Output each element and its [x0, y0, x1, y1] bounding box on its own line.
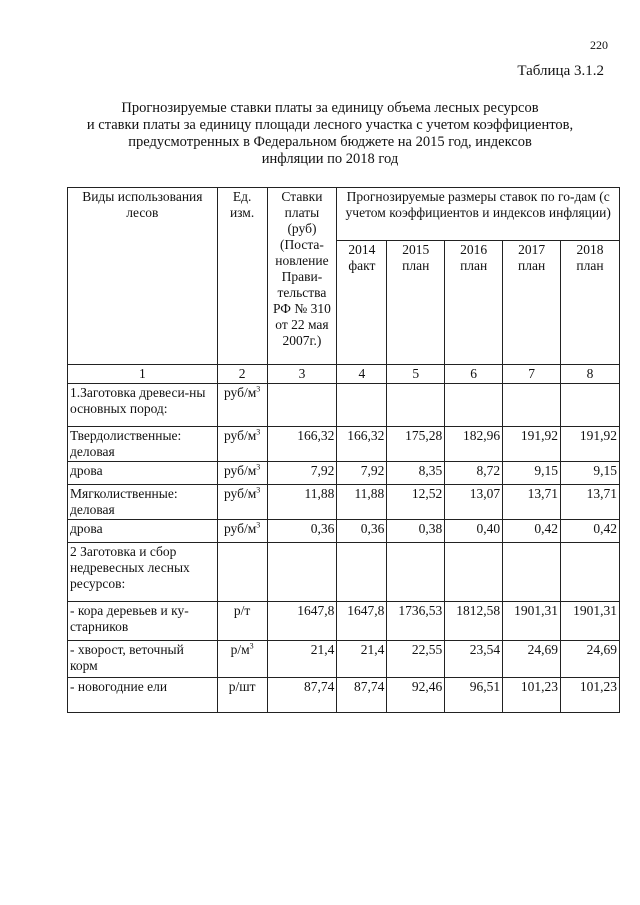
year-label: 2016 [460, 242, 488, 257]
col-number: 7 [503, 365, 561, 384]
row-value [503, 384, 561, 427]
row-value: 92,46 [387, 678, 445, 713]
row-value: 87,74 [337, 678, 387, 713]
row-value [387, 543, 445, 602]
unit-text: руб/м [223, 486, 257, 501]
col-number: 2 [217, 365, 267, 384]
unit-text: руб/м [223, 428, 257, 443]
row-value: 9,15 [503, 462, 561, 485]
year-kind: план [402, 258, 430, 273]
header-unit: Ед. изм. [217, 188, 267, 365]
row-value: 87,74 [267, 678, 337, 713]
row-value: 8,72 [445, 462, 503, 485]
row-unit [217, 384, 267, 427]
row-value: 101,23 [503, 678, 561, 713]
row-value [445, 543, 503, 602]
unit-superscript: 3 [256, 462, 261, 472]
row-value [267, 543, 337, 602]
title-line: и ставки платы за единицу площади лесного участка с учетом коэффициентов, [86, 117, 574, 133]
table-row [68, 485, 620, 520]
row-unit [217, 641, 267, 678]
row-value: 9,15 [561, 462, 620, 485]
row-value: 101,23 [561, 678, 620, 713]
row-unit [217, 485, 267, 520]
year-label: 2018 [576, 242, 604, 257]
year-kind: факт [348, 258, 376, 273]
row-name: Мягколиственные: деловая [68, 485, 218, 520]
year-kind: план [517, 258, 546, 273]
row-value: 0,40 [445, 520, 503, 543]
table-label: Таблица 3.1.2 [517, 63, 604, 79]
row-value: 0,42 [561, 520, 620, 543]
row-name: - новогодние ели [68, 678, 218, 713]
row-value: 1901,31 [503, 602, 561, 641]
header-year [561, 241, 620, 365]
table-row [68, 602, 620, 641]
unit-text: р/шт [228, 679, 256, 694]
title-line: Прогнозируемые ставки платы за единицу объема лесных ресурсов [121, 100, 539, 116]
row-value [445, 384, 503, 427]
unit-superscript: 3 [256, 485, 261, 495]
row-unit [217, 462, 267, 485]
row-value: 175,28 [387, 427, 445, 462]
row-value [267, 384, 337, 427]
row-value: 166,32 [267, 427, 337, 462]
row-value: 12,52 [387, 485, 445, 520]
row-value [561, 543, 620, 602]
row-value: 24,69 [561, 641, 620, 678]
unit-text: р/т [233, 603, 251, 618]
year-kind: план [460, 258, 488, 273]
rates-table [67, 187, 620, 713]
row-value: 13,07 [445, 485, 503, 520]
row-value: 8,35 [387, 462, 445, 485]
row-value: 13,71 [503, 485, 561, 520]
row-value: 13,71 [561, 485, 620, 520]
col-number: 4 [337, 365, 387, 384]
header-row [68, 188, 620, 241]
row-value: 1901,31 [561, 602, 620, 641]
row-value: 7,92 [267, 462, 337, 485]
column-number-row [68, 365, 620, 384]
row-unit [217, 520, 267, 543]
row-name: Твердолиственные: деловая [68, 427, 218, 462]
header-forecast: Прогнозируемые размеры ставок по го-дам (с учетом коэффициентов и индексов инфляции) [337, 188, 620, 241]
table-title [60, 100, 600, 168]
year-kind: план [576, 258, 604, 273]
row-value: 7,92 [337, 462, 387, 485]
year-label: 2015 [402, 242, 430, 257]
row-value: 21,4 [337, 641, 387, 678]
row-name: дрова [68, 462, 218, 485]
row-value [561, 384, 620, 427]
row-value: 11,88 [337, 485, 387, 520]
row-value [337, 543, 387, 602]
unit-superscript: 3 [249, 641, 254, 651]
row-value: 0,42 [503, 520, 561, 543]
table-row [68, 520, 620, 543]
table-row [68, 427, 620, 462]
row-unit [217, 678, 267, 713]
row-value: 182,96 [445, 427, 503, 462]
header-year [503, 241, 561, 365]
row-value: 1647,8 [267, 602, 337, 641]
row-name: 2 Заготовка и сбор недревесных лесных ресурсов: [68, 543, 218, 602]
row-unit [217, 427, 267, 462]
title-line: инфляции по 2018 год [261, 151, 399, 167]
col-number: 8 [561, 365, 620, 384]
header-rates: Ставки платы (руб) (Поста-новление Прави-тельства РФ № 310 от 22 мая 2007г.) [267, 188, 337, 365]
row-name: - кора деревьев и ку-старников [68, 602, 218, 641]
row-value: 11,88 [267, 485, 337, 520]
title-line: предусмотренных в Федеральном бюджете на 2015 год, индексов [128, 134, 532, 150]
table-row [68, 678, 620, 713]
row-value: 191,92 [503, 427, 561, 462]
row-name: 1.Заготовка древеси-ны основных пород: [68, 384, 218, 427]
table-row [68, 462, 620, 485]
row-unit [217, 543, 267, 602]
col-number: 3 [267, 365, 337, 384]
row-value: 0,36 [267, 520, 337, 543]
row-value: 24,69 [503, 641, 561, 678]
unit-superscript: 3 [256, 520, 261, 530]
header-use: Виды использования лесов [68, 188, 218, 365]
row-value: 166,32 [337, 427, 387, 462]
table-row [68, 543, 620, 602]
row-name: дрова [68, 520, 218, 543]
header-year [337, 241, 387, 365]
row-value: 0,38 [387, 520, 445, 543]
row-value [337, 384, 387, 427]
row-value: 0,36 [337, 520, 387, 543]
unit-text: руб/м [223, 521, 257, 536]
row-value [503, 543, 561, 602]
unit-text: р/м [230, 642, 250, 657]
col-number: 6 [445, 365, 503, 384]
unit-superscript: 3 [256, 427, 261, 437]
col-number: 5 [387, 365, 445, 384]
table-row [68, 641, 620, 678]
row-value: 1736,53 [387, 602, 445, 641]
row-value: 96,51 [445, 678, 503, 713]
unit-text: руб/м [223, 463, 257, 478]
unit-superscript: 3 [256, 384, 261, 394]
col-number: 1 [68, 365, 218, 384]
row-value: 22,55 [387, 641, 445, 678]
page-number: 220 [590, 38, 608, 52]
header-year [445, 241, 503, 365]
row-value: 1812,58 [445, 602, 503, 641]
row-value [387, 384, 445, 427]
row-value: 191,92 [561, 427, 620, 462]
year-label: 2014 [348, 242, 376, 257]
header-year [387, 241, 445, 365]
row-name: - хворост, веточный корм [68, 641, 218, 678]
year-label: 2017 [518, 242, 546, 257]
row-value: 21,4 [267, 641, 337, 678]
table-row [68, 384, 620, 427]
row-unit [217, 602, 267, 641]
row-value: 23,54 [445, 641, 503, 678]
unit-text: руб/м [223, 385, 257, 400]
row-value: 1647,8 [337, 602, 387, 641]
